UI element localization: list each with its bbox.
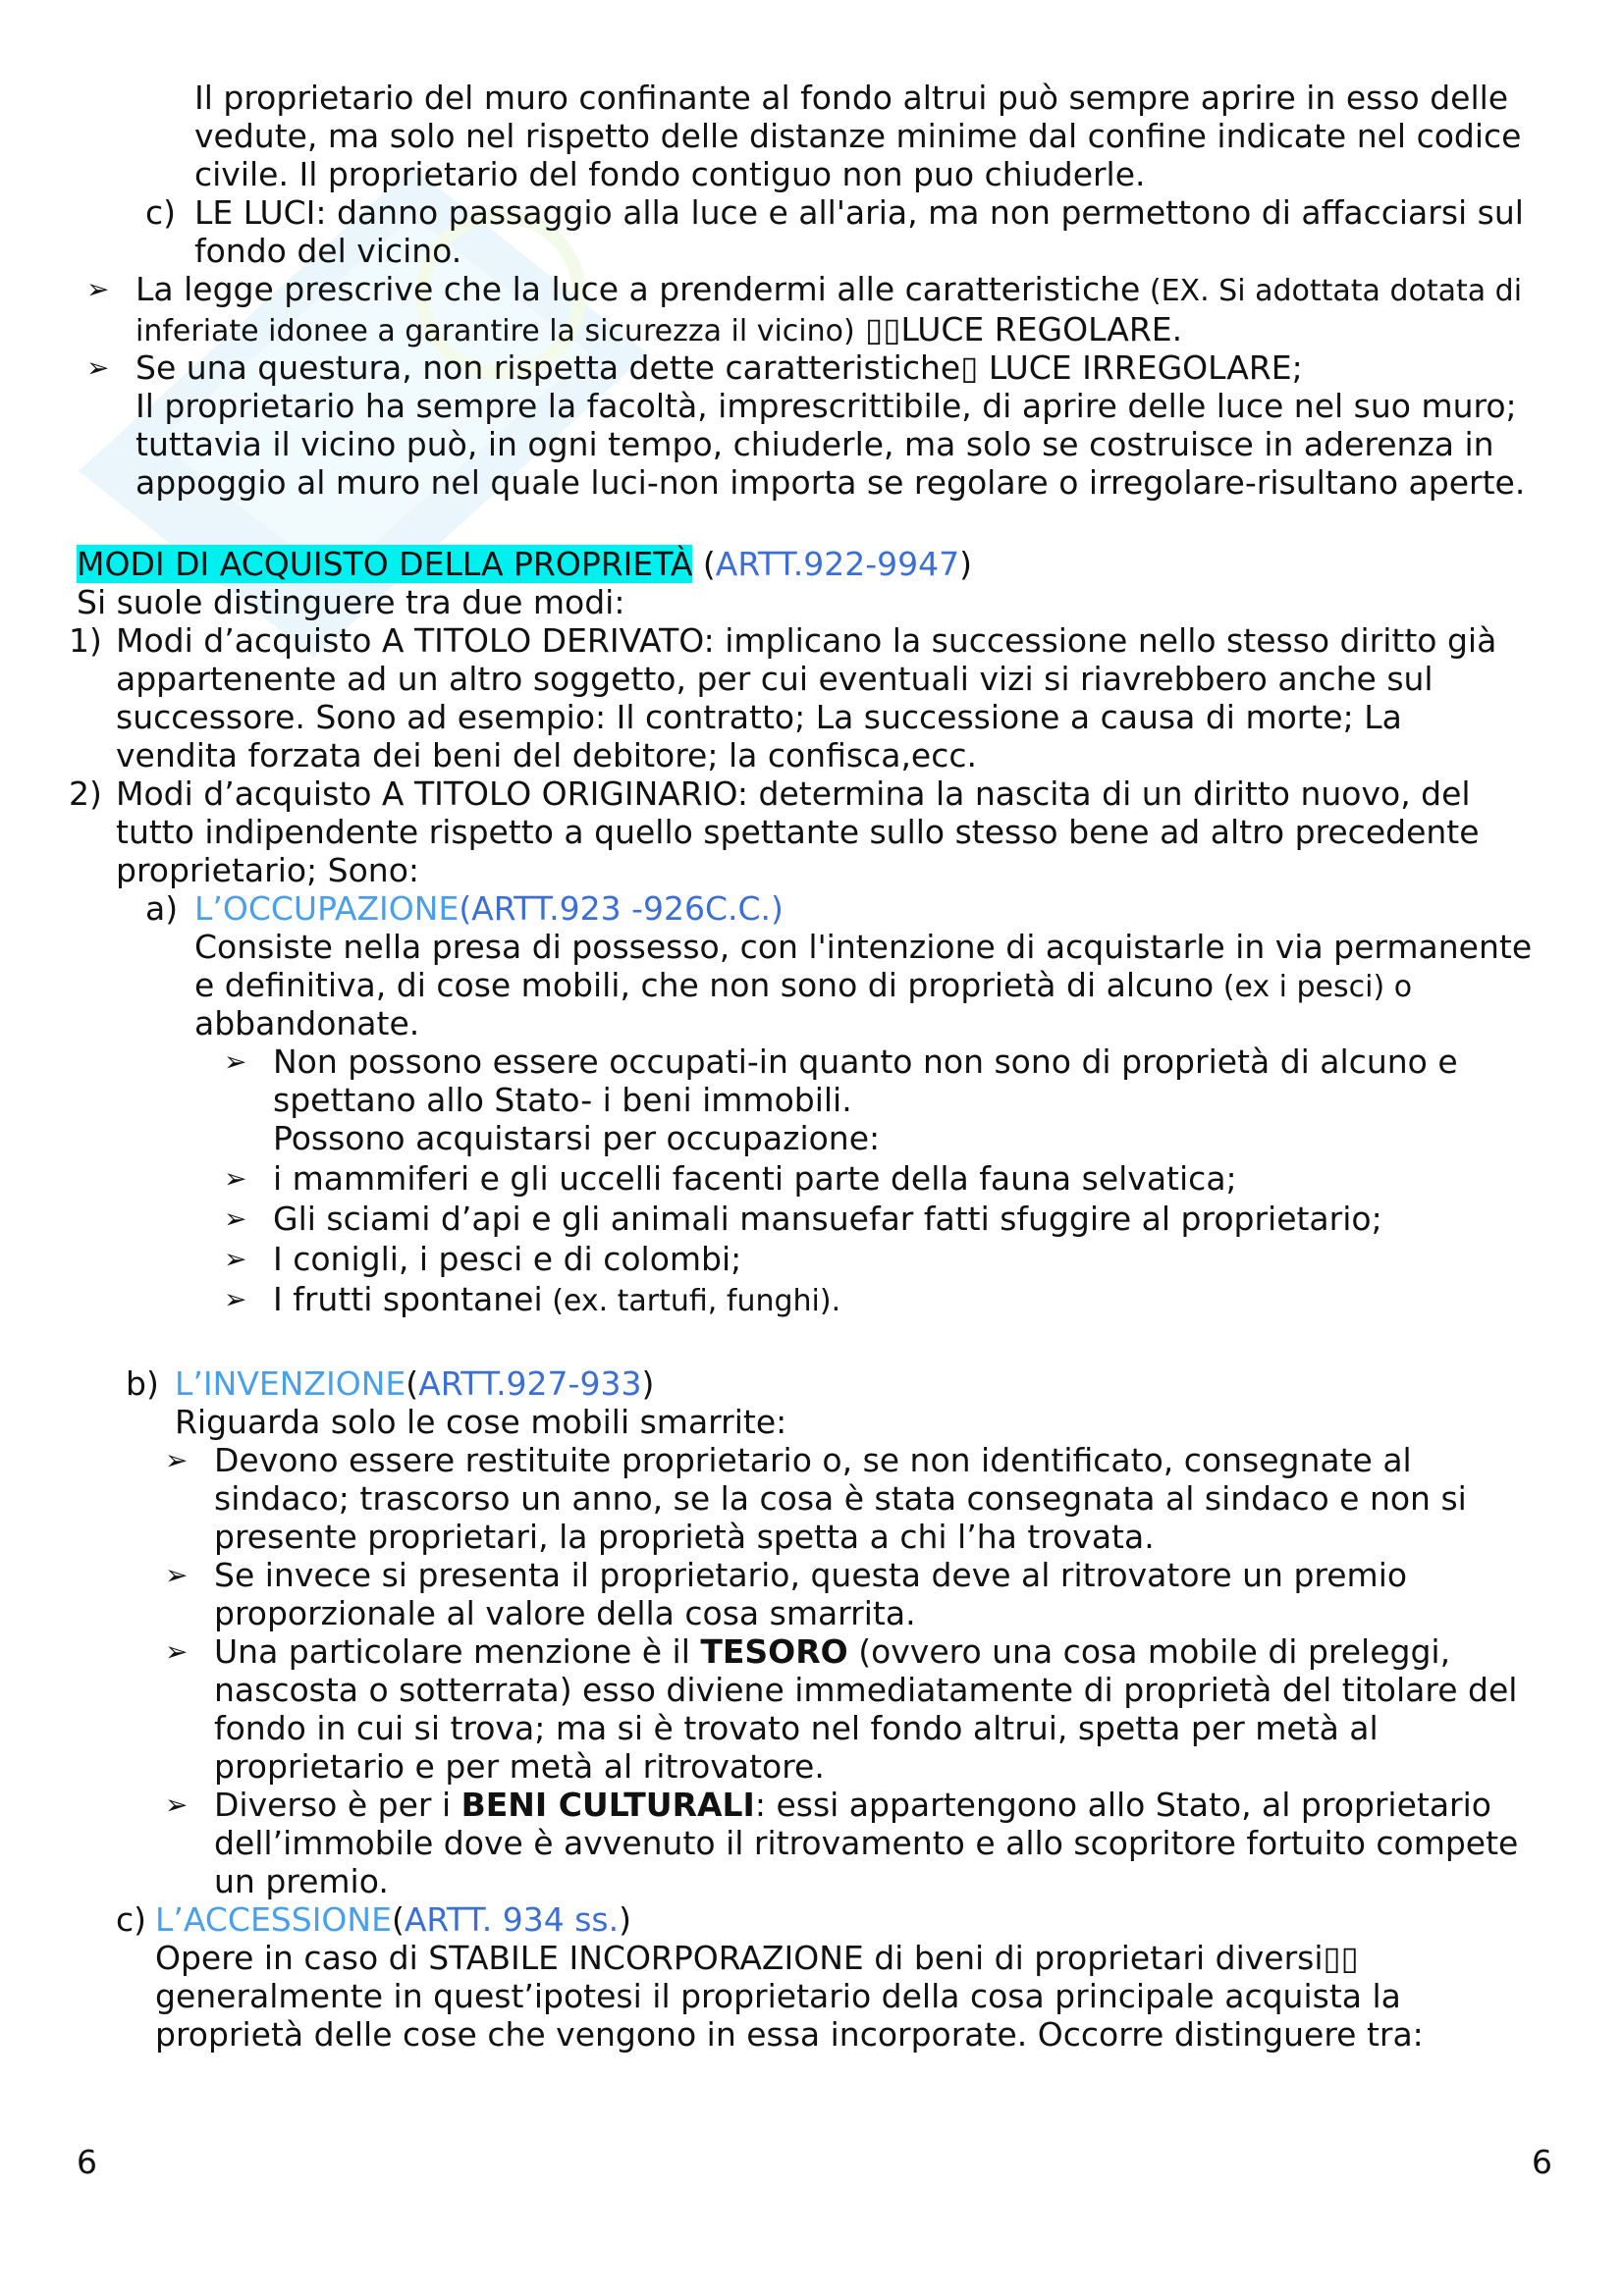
page-number-left: 6: [77, 2143, 97, 2181]
paragraph-line: sindaco; trascorso un anno, se la cosa è stata consegnata al sindaco e non si: [214, 1479, 1467, 1518]
list-label: b): [126, 1364, 159, 1403]
bullet-arrow-icon: ➢: [165, 1789, 189, 1821]
paragraph-line: Diverso è per i BENI CULTURALI: essi appartengono allo Stato, al proprietario: [214, 1786, 1491, 1824]
bullet-arrow-icon: ➢: [165, 1559, 189, 1591]
paragraph-line: vedute, ma solo nel rispetto delle distanze minime dal confine indicate nel codice: [194, 117, 1522, 155]
bullet-arrow-icon: ➢: [86, 351, 110, 384]
paragraph-line: fondo del vicino.: [194, 232, 462, 270]
list-label: 2): [69, 774, 102, 813]
paragraph-line: Se una questura, non rispetta dette caratteristiche▯ LUCE IRREGOLARE;: [135, 348, 1303, 387]
paragraph-line: proporzionale al valore della cosa smarrita.: [214, 1594, 916, 1632]
paragraph-line: tuttavia il vicino può, in ogni tempo, chiuderle, ma solo se costruisce in aderenza in: [135, 425, 1494, 463]
subsection-title: L’ACCESSIONE(ARTT. 934 ss.): [155, 1900, 631, 1939]
paragraph-line: appoggio al muro nel quale luci-non importa se regolare o irregolare-risultano aperte.: [135, 463, 1526, 502]
bullet-arrow-icon: ➢: [86, 273, 110, 305]
paragraph-line: appartenente ad un altro soggetto, per cui eventuali vizi si riavrebbero anche sul: [116, 660, 1434, 698]
paragraph-line: successore. Sono ad esempio: Il contratto; La successione a causa di morte; La: [116, 698, 1402, 736]
list-label: c): [116, 1900, 147, 1939]
paragraph-line: Si suole distinguere tra due modi:: [77, 583, 625, 621]
paragraph-line: un premio.: [214, 1862, 389, 1900]
paragraph-line: dell’immobile dove è avvenuto il ritrovamento e allo scopritore fortuito compete: [214, 1824, 1519, 1862]
paragraph-line: Opere in caso di STABILE INCORPORAZIONE di beni di proprietari diversi▯▯: [155, 1939, 1359, 1977]
list-item: i mammiferi e gli uccelli facenti parte della fauna selvatica;: [273, 1159, 1237, 1198]
paragraph-line: Il proprietario ha sempre la facoltà, imprescrittibile, di aprire delle luce nel suo muro;: [135, 387, 1517, 425]
paragraph-line: proprietario; Sono:: [116, 851, 420, 889]
list-label: c): [145, 193, 177, 232]
paragraph-line: civile. Il proprietario del fondo contiguo non puo chiuderle.: [194, 155, 1146, 193]
list-item: I conigli, i pesci e di colombi;: [273, 1240, 742, 1278]
list-item: I frutti spontanei (ex. tartufi, funghi).: [273, 1280, 841, 1318]
paragraph-line: Consiste nella presa di possesso, con l'intenzione di acquistarle in via permanente: [194, 928, 1533, 966]
paragraph-line: nascosta o sotterrata) esso diviene immediatamente di proprietà del titolare del: [214, 1671, 1518, 1709]
paragraph-line: Una particolare menzione è il TESORO (ovvero una cosa mobile di preleggi,: [214, 1632, 1451, 1671]
list-label: 1): [69, 621, 102, 660]
paragraph-line: tutto indipendente rispetto a quello spettante sullo stesso bene ad altro precedente: [116, 813, 1480, 851]
bullet-arrow-icon: ➢: [224, 1162, 247, 1195]
list-item: Gli sciami d’api e gli animali mansuefar fatti sfuggire al proprietario;: [273, 1200, 1382, 1238]
bullet-arrow-icon: ➢: [224, 1243, 247, 1275]
bullet-arrow-icon: ➢: [224, 1045, 247, 1078]
paragraph-line: Devono essere restituite proprietario o, se non identificato, consegnate al: [214, 1441, 1412, 1479]
paragraph-line: fondo in cui si trova; ma si è trovato nel fondo altrui, spetta per metà al: [214, 1709, 1379, 1747]
paragraph-line: proprietario e per metà al ritrovatore.: [214, 1747, 825, 1786]
paragraph-line: Non possono essere occupati-in quanto non sono di proprietà di alcuno e: [273, 1042, 1458, 1081]
bullet-arrow-icon: ➢: [224, 1202, 247, 1235]
subsection-title: L’OCCUPAZIONE(ARTT.923 -926C.C.): [194, 889, 784, 928]
list-label: a): [145, 889, 179, 928]
paragraph-line: abbandonate.: [194, 1004, 420, 1042]
bullet-arrow-icon: ➢: [165, 1444, 189, 1476]
paragraph-line: inferiate idonee a garantire la sicurezza il vicino) ▯▯LUCE REGOLARE.: [135, 310, 1183, 348]
bullet-arrow-icon: ➢: [165, 1635, 189, 1668]
bullet-arrow-icon: ➢: [224, 1283, 247, 1315]
paragraph-line: Possono acquistarsi per occupazione:: [273, 1119, 881, 1157]
paragraph-line: Modi d’acquisto A TITOLO ORIGINARIO: determina la nascita di un diritto nuovo, del: [116, 774, 1471, 813]
page-number-right: 6: [1532, 2143, 1552, 2181]
paragraph-line: La legge prescrive che la luce a prendermi alle caratteristiche (EX. Si adottata dotata di: [135, 270, 1523, 308]
paragraph-line: presente proprietari, la proprietà spetta a chi l’ha trovata.: [214, 1518, 1155, 1556]
paragraph-line: Il proprietario del muro confinante al fondo altrui può sempre aprire in esso delle: [194, 79, 1509, 117]
paragraph-line: proprietà delle cose che vengono in essa incorporate. Occorre distinguere tra:: [155, 2015, 1424, 2054]
section-heading: MODI DI ACQUISTO DELLA PROPRIETÀ (ARTT.922-9947): [77, 545, 972, 583]
paragraph-line: Modi d’acquisto A TITOLO DERIVATO: implicano la successione nello stesso diritto già: [116, 621, 1497, 660]
paragraph-line: e definitiva, di cose mobili, che non sono di proprietà di alcuno (ex i pesci) o: [194, 966, 1413, 1004]
paragraph-line: spettano allo Stato- i beni immobili.: [273, 1081, 852, 1119]
paragraph-line: generalmente in quest’ipotesi il proprietario della cosa principale acquista la: [155, 1977, 1401, 2015]
paragraph-line: Se invece si presenta il proprietario, questa deve al ritrovatore un premio: [214, 1556, 1408, 1594]
paragraph-line: Riguarda solo le cose mobili smarrite:: [175, 1403, 787, 1441]
paragraph-line: vendita forzata dei beni del debitore; la confisca,ecc.: [116, 736, 978, 774]
paragraph-line: LE LUCI: danno passaggio alla luce e all'aria, ma non permettono di affacciarsi sul: [194, 193, 1524, 232]
subsection-title: L’INVENZIONE(ARTT.927-933): [175, 1364, 655, 1403]
